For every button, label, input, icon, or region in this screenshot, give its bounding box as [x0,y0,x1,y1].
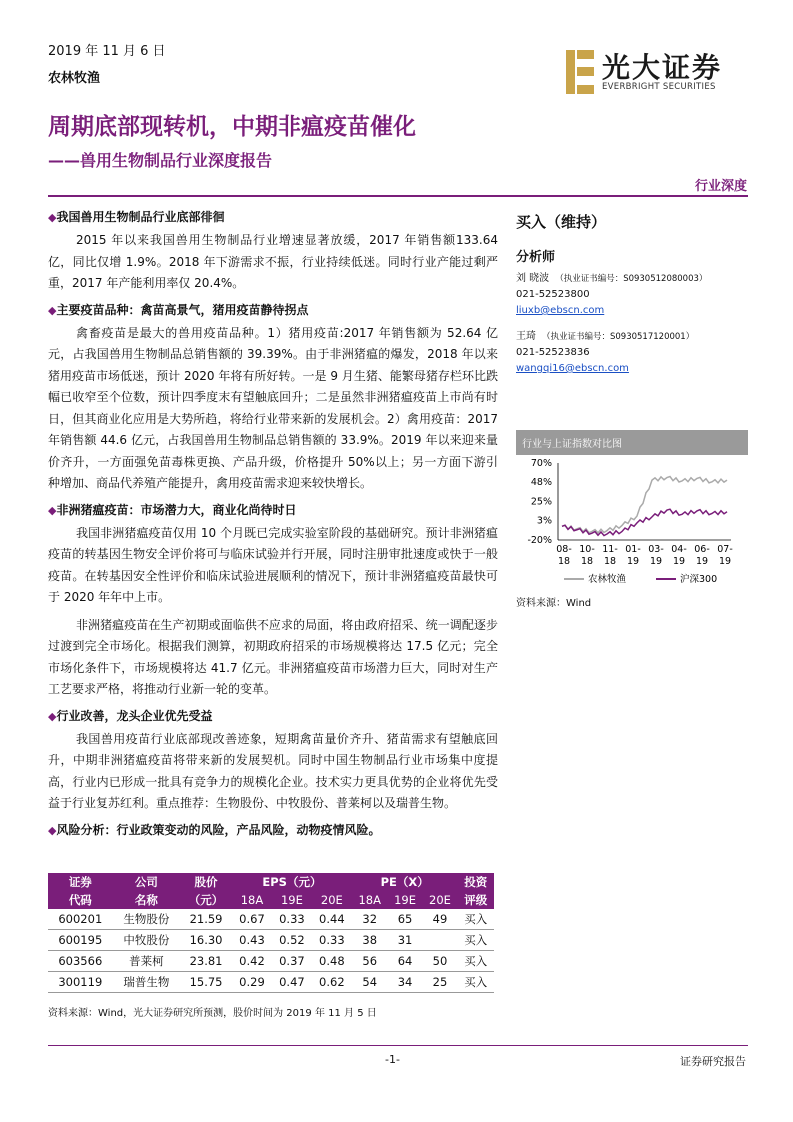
company-logo [566,48,756,98]
section-paragraph: 2015 年以来我国兽用生物制品行业增速显著放缓，2017 年销售额133.64 亿，同比仅增 1.9%。2018 年下游需求不振，行业持续低迷。同时行业产能过剩严重，2017 年产能利用率仅 20.4%。 [48,233,498,290]
section-paragraph: 我国兽用疫苗行业底部现改善迹象，短期禽苗量价齐升、猪苗需求有望触底回升，中期非洲猪瘟疫苗将带来新的发展契机。同时中国生物制品行业市场集中度提高，行业内已形成一批具有竞争力的规模化企业。技术实力更具优势的企业将优先受益于行业复苏红利。重点推荐：生物股份、中牧股份、普莱柯以及瑞普生物。 [48,731,498,810]
th-rating: 投资 [457,873,494,891]
table-cell: 0.48 [312,951,352,972]
table-row [48,951,494,972]
table-cell: 0.43 [232,930,272,951]
section-heading: 行业改善，龙头企业优先受益 [56,708,213,723]
table-cell [423,930,458,951]
x-tick-label: 19 [649,556,663,567]
table-cell: 300119 [48,972,113,993]
table-cell: 32 [352,909,388,930]
footer-label: 证券研究报告 [680,1055,746,1068]
report-date: 2019 年 11 月 6 日 [48,44,166,59]
analyst-heading: 分析师 [516,250,556,265]
table-row [48,930,494,951]
table-subheader: 评级 [457,891,494,909]
table-cell: 31 [388,930,423,951]
table-subheader: 代码 [48,891,113,909]
analyst-email-link[interactable]: wangqi16@ebscn.com [516,363,629,374]
th-code: 证券 [48,873,113,891]
analyst-block [516,271,746,319]
table-cell: 0.33 [312,930,352,951]
report-type-tag: 行业深度 [694,179,747,194]
rating: 买入（维持） [516,213,607,231]
table-cell: 0.42 [232,951,272,972]
section-heading: 非洲猪瘟疫苗：市场潜力大，商业化尚待时日 [56,502,297,517]
analyst-block [516,329,746,377]
x-tick-label: 06- [694,544,710,555]
x-tick-label: 11- [602,544,618,555]
analyst-name: 王琦 [516,331,536,342]
table-subheader: 19E [272,891,312,909]
y-tick-label: -20% [527,535,552,546]
chart-title: 行业与上证指数对比图 [516,430,748,455]
table-cell: 15.75 [180,972,232,993]
table-cell: 买入 [457,930,494,951]
diamond-bullet-icon: ◆ [48,303,57,317]
y-tick-label: 70% [530,458,552,469]
table-cell: 0.29 [232,972,272,993]
section-paragraph: 我国非洲猪瘟疫苗仅用 10 个月既已完成实验室阶段的基础研究。预计非洲猪瘟疫苗的转基因生物安全评价将可与临床试验并行开展，同时注册审批速度或快于一般疫苗。在转基因安全性评价和临床试验进展顺利的情况下，预计非洲猪瘟疫苗最快可于 2020 年年中上市。 [48,525,498,604]
y-tick-label: 3% [536,515,552,527]
th-name: 公司 [113,873,180,891]
table-cell: 买入 [457,972,494,993]
section [48,301,498,495]
main-body [48,205,498,843]
table-cell: 50 [423,951,458,972]
analyst-cert: （执业证书编号：S0930512080003） [555,274,708,284]
table-subheader: 20E [312,891,352,909]
table-cell: 603566 [48,951,113,972]
section-paragraph: 禽畜疫苗是最大的兽用疫苗品种。1）猪用疫苗:2017 年销售额为 52.64 亿元，占我国兽用生物制品总销售额的 39.39%。由于非洲猪瘟的爆发，2018 年以来猪用疫苗市场低迷，预计 2020 年将有所好转。一是 9 月生猪、能繁母猪存栏环比跌幅已收窄至个位数，预计四季度末有望触底回升；二是虽然非洲猪瘟疫苗上市尚有时日，但其商业化应用是大势所趋，将给行业带来新的发展机会。2）禽用疫苗：2017 年销售额 44.6 亿元，占我国兽用生物制品总销售额的 33.9%。2019 年以来迎来量价齐升，一方面强免苗毒株更换、产品升级，价格提升 50%以上；另一方面下游引种增加、商品代养殖产能提升，禽用疫苗需求迎来较快增长。 [48,325,498,490]
table-cell: 0.52 [272,930,312,951]
header-divider [48,195,748,197]
footer-divider [48,1045,748,1046]
section [48,501,498,701]
table-cell: 600201 [48,909,113,930]
diamond-bullet-icon: ◆ [48,503,57,517]
section-heading: 主要疫苗品种：禽苗高景气，猪用疫苗静待拐点 [56,302,309,317]
table-cell: 0.44 [312,909,352,930]
x-tick-label: 01- [625,544,641,555]
x-tick-label: 10- [579,544,595,555]
table-cell: 38 [352,930,388,951]
chart-source: 资料来源：Wind [516,598,592,609]
table-cell: 49 [423,909,458,930]
series-line-1 [562,509,727,535]
stock-table [48,873,494,993]
page-number: -1- [385,1053,400,1066]
analyst-cert: （执业证书编号：S0930517120001） [542,332,695,342]
table-subheader: 20E [423,891,458,909]
table-cell: 0.62 [312,972,352,993]
series-line-0 [562,477,727,533]
x-tick-label: 19 [718,556,732,567]
table-cell: 34 [388,972,423,993]
legend-label: 沪深300 [680,574,718,585]
table-cell: 64 [388,951,423,972]
x-tick-label: 18 [580,556,594,567]
industry-label: 农林牧渔 [48,71,101,86]
table-subheader: 19E [388,891,423,909]
section-heading: 我国兽用生物制品行业底部徘徊 [56,210,225,224]
report-title: 周期底部现转机，中期非瘟疫苗催化 [48,114,416,140]
x-tick-label: 18 [557,556,571,567]
table-cell: 0.37 [272,951,312,972]
analyst-name: 刘 晓波 [516,273,550,284]
table-cell: 16.30 [180,930,232,951]
table-cell: 600195 [48,930,113,951]
section [48,707,498,815]
x-tick-label: 19 [626,556,640,567]
diamond-bullet-icon: ◆ [48,211,57,224]
table-row [48,909,494,930]
table-cell: 生物股份 [113,909,180,930]
sidebar [516,205,746,377]
analyst-phone: 021-52523836 [516,347,590,358]
x-tick-label: 19 [695,556,709,567]
table-subheader: 18A [232,891,272,909]
x-tick-label: 08- [556,544,572,555]
risk-heading: 风险分析：行业政策变动的风险，产品风险，动物疫情风险。 [56,822,381,837]
logo-mark-icon [566,48,596,96]
th-eps: EPS（元） [232,873,352,891]
x-tick-label: 19 [672,556,686,567]
logo-text-en: EVERBRIGHT SECURITIES [602,82,716,92]
table-cell: 瑞普生物 [113,972,180,993]
legend-label: 农林牧渔 [588,574,627,585]
y-tick-label: 48% [530,476,552,488]
y-tick-label: 25% [530,496,552,508]
table-subheader: 18A [352,891,388,909]
table-cell: 中牧股份 [113,930,180,951]
analyst-phone: 021-52523800 [516,289,590,300]
x-tick-label: 03- [648,544,664,555]
logo-text-cn: 光大证券 [602,51,723,84]
x-tick-label: 18 [603,556,617,567]
table-cell: 0.47 [272,972,312,993]
th-price: 股价 [180,873,232,891]
table-cell: 买入 [457,909,494,930]
section-paragraph: 非洲猪瘟疫苗在生产初期或面临供不应求的局面，将由政府招采、统一调配逐步过渡到完全市场化。根据我们测算，初期政府招采的市场规模将达 17.5 亿元；完全市场化条件下，市场规模将达 41.7 亿元。非洲猪瘟疫苗市场潜力巨大，同时对生产工艺要求严格，将推动行业新一轮的变革。 [48,617,498,696]
section [48,208,498,295]
chart-svg [516,455,748,590]
table-cell: 买入 [457,951,494,972]
diamond-bullet-icon: ◆ [48,823,57,837]
table-cell: 21.59 [180,909,232,930]
table-cell: 23.81 [180,951,232,972]
table-subheader: （元） [180,891,232,909]
comparison-chart [516,430,748,615]
table-cell: 25 [423,972,458,993]
th-pe: PE（X） [352,873,458,891]
table-row [48,972,494,993]
table-cell: 普莱柯 [113,951,180,972]
table-cell: 54 [352,972,388,993]
table-cell: 0.33 [272,909,312,930]
table-source: 资料来源：Wind，光大证券研究所预测，股价时间为 2019 年 11 月 5 日 [48,1008,377,1019]
x-tick-label: 04- [671,544,687,555]
table-cell: 65 [388,909,423,930]
table-cell: 0.67 [232,909,272,930]
analyst-email-link[interactable]: liuxb@ebscn.com [516,305,605,316]
diamond-bullet-icon: ◆ [48,709,57,723]
table-subheader: 名称 [113,891,180,909]
x-tick-label: 07- [717,544,733,555]
report-subtitle: ——兽用生物制品行业深度报告 [48,151,273,170]
table-cell: 56 [352,951,388,972]
